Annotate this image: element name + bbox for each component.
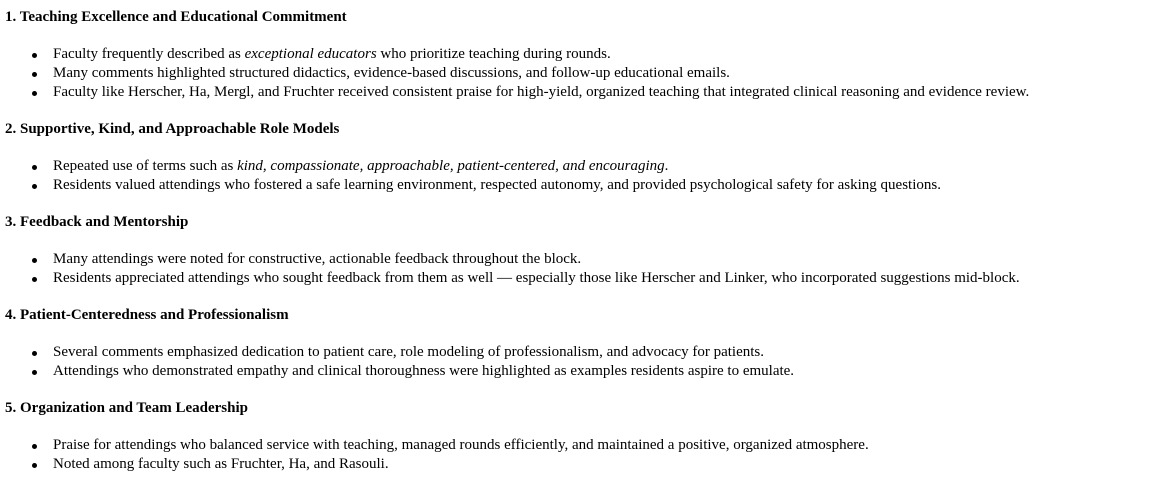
bullet-text: Residents valued attendings who fostered a safe learning environment, respected autonomy, and provided psychological safety for asking questions. <box>53 177 941 193</box>
bullet-list <box>5 250 1162 288</box>
list-item <box>53 269 1162 288</box>
bullet-list <box>5 343 1162 381</box>
bullet-text: Repeated use of terms such as <box>53 158 238 174</box>
list-item <box>53 45 1162 64</box>
list-item <box>53 343 1162 362</box>
section-heading: 5. Organization and Team Leadership <box>5 400 248 416</box>
list-item <box>53 455 1162 474</box>
bullet-list <box>5 436 1162 474</box>
list-item <box>53 157 1162 176</box>
bullet-text: Many comments highlighted structured didactics, evidence-based discussions, and follow-up educational emails. <box>53 65 730 81</box>
section-3 <box>5 213 1162 288</box>
bullet-list <box>5 157 1162 195</box>
section-1 <box>5 8 1162 102</box>
bullet-text: Noted among faculty such as Fruchter, Ha, and Rasouli. <box>53 456 389 472</box>
bullet-text: Attendings who demonstrated empathy and clinical thoroughness were highlighted as examples residents aspire to emulate. <box>53 363 795 379</box>
section-2 <box>5 120 1162 195</box>
bullet-text: Faculty frequently described as <box>53 46 245 62</box>
bullet-text: who prioritize teaching during rounds. <box>376 46 611 62</box>
bullet-text: . <box>664 158 669 174</box>
bullet-text: Faculty like Herscher, Ha, Mergl, and Fruchter received consistent praise for high-yield, organized teaching that integrated clinical reasoning and evidence review. <box>53 84 1030 100</box>
list-item <box>53 436 1162 455</box>
bullet-list <box>5 45 1162 102</box>
bullet-text: Praise for attendings who balanced service with teaching, managed rounds efficiently, and maintained a positive, organized atmosphere. <box>53 437 869 453</box>
section-heading: 1. Teaching Excellence and Educational Commitment <box>5 9 347 25</box>
list-item <box>53 64 1162 83</box>
list-item <box>53 176 1162 195</box>
list-item <box>53 83 1162 102</box>
section-heading: 4. Patient-Centeredness and Professionalism <box>5 307 289 323</box>
bullet-text: Several comments emphasized dedication to patient care, role modeling of professionalism, and advocacy for patients. <box>53 344 765 360</box>
section-heading: 2. Supportive, Kind, and Approachable Role Models <box>5 121 340 137</box>
bullet-emphasis: exceptional educators <box>244 46 377 62</box>
list-item <box>53 250 1162 269</box>
bullet-text: Residents appreciated attendings who sought feedback from them as well — especially those like Herscher and Linker, who incorporated suggestions mid-block. <box>53 270 1020 286</box>
bullet-text: Many attendings were noted for constructive, actionable feedback throughout the block. <box>53 251 582 267</box>
list-item <box>53 362 1162 381</box>
bullet-emphasis: kind, compassionate, approachable, patient-centered, and encouraging <box>237 158 665 174</box>
section-4 <box>5 306 1162 381</box>
section-5 <box>5 399 1162 474</box>
section-heading: 3. Feedback and Mentorship <box>5 214 189 230</box>
